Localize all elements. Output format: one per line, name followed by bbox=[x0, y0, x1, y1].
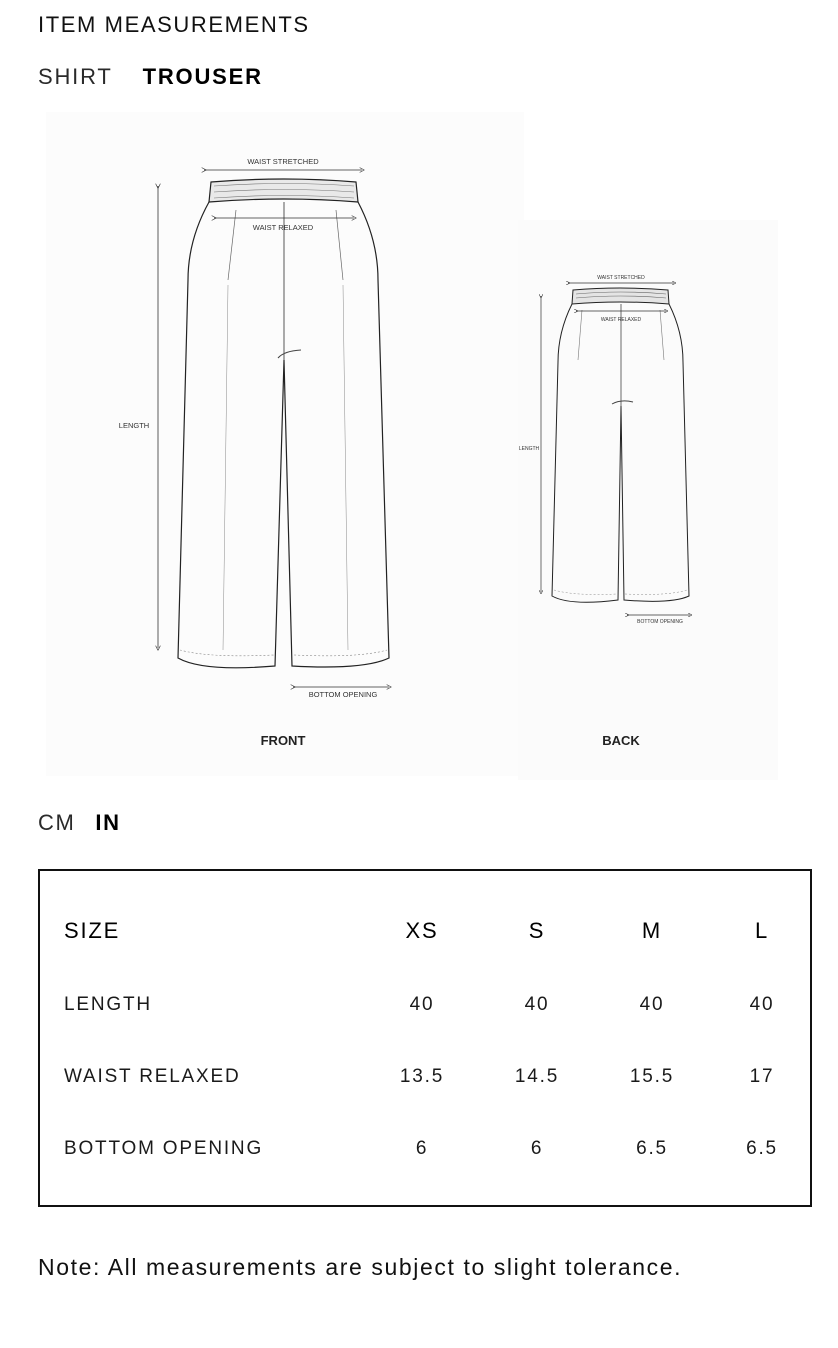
cell-length-xs: 40 bbox=[409, 994, 435, 1015]
back-waist-relaxed-label: WAIST RELAXED bbox=[600, 317, 642, 323]
cell-bottom-l: 6.5 bbox=[746, 1138, 778, 1159]
cell-bottom-xs: 6 bbox=[415, 1138, 429, 1159]
back-waist-stretched-label: WAIST STRETCHED bbox=[597, 275, 645, 281]
cell-bottom-m: 6.5 bbox=[636, 1138, 668, 1159]
tab-trouser[interactable]: TROUSER bbox=[142, 64, 263, 89]
table-row bbox=[40, 1129, 810, 1169]
cell-waist-s: 14.5 bbox=[514, 1066, 560, 1087]
unit-in[interactable]: IN bbox=[95, 810, 121, 835]
table-header-row bbox=[40, 911, 810, 951]
measurement-diagram bbox=[38, 110, 788, 780]
table-row bbox=[40, 985, 810, 1025]
cell-bottom-s: 6 bbox=[530, 1138, 544, 1159]
column-header-s: S bbox=[528, 918, 546, 943]
unit-cm[interactable]: CM bbox=[38, 810, 76, 835]
front-bottom-opening-label: BOTTOM OPENING bbox=[308, 690, 378, 699]
cell-waist-xs: 13.5 bbox=[399, 1066, 445, 1087]
row-label-waist-relaxed: WAIST RELAXED bbox=[64, 1066, 241, 1087]
cell-waist-m: 15.5 bbox=[629, 1066, 675, 1087]
column-header-l: L bbox=[754, 918, 770, 943]
garment-tabs bbox=[38, 64, 263, 90]
size-chart-table bbox=[38, 869, 812, 1207]
front-length-label: LENGTH bbox=[118, 421, 150, 430]
cell-length-m: 40 bbox=[639, 994, 665, 1015]
tab-shirt[interactable]: SHIRT bbox=[38, 64, 113, 89]
cell-waist-l: 17 bbox=[749, 1066, 775, 1087]
row-label-bottom-opening: BOTTOM OPENING bbox=[64, 1138, 264, 1159]
tolerance-note: Note: All measurements are subject to slight tolerance. bbox=[38, 1254, 683, 1280]
back-length-label: LENGTH bbox=[518, 446, 540, 452]
front-waist-stretched-label: WAIST STRETCHED bbox=[247, 157, 319, 166]
row-label-length: LENGTH bbox=[64, 994, 152, 1015]
cell-length-l: 40 bbox=[749, 994, 775, 1015]
column-header-xs: XS bbox=[405, 918, 439, 943]
cell-length-s: 40 bbox=[524, 994, 550, 1015]
front-waist-relaxed-label: WAIST RELAXED bbox=[252, 223, 314, 232]
back-caption: BACK bbox=[602, 733, 640, 748]
page-title: ITEM MEASUREMENTS bbox=[38, 12, 310, 37]
table-row bbox=[40, 1057, 810, 1097]
front-caption: FRONT bbox=[260, 733, 306, 748]
back-panel bbox=[518, 220, 778, 780]
column-header-size: SIZE bbox=[64, 918, 121, 943]
unit-toggle bbox=[38, 810, 121, 836]
column-header-m: M bbox=[641, 918, 663, 943]
front-panel bbox=[46, 112, 524, 776]
trouser-diagram-svg bbox=[38, 110, 788, 780]
back-bottom-opening-label: BOTTOM OPENING bbox=[637, 619, 683, 625]
